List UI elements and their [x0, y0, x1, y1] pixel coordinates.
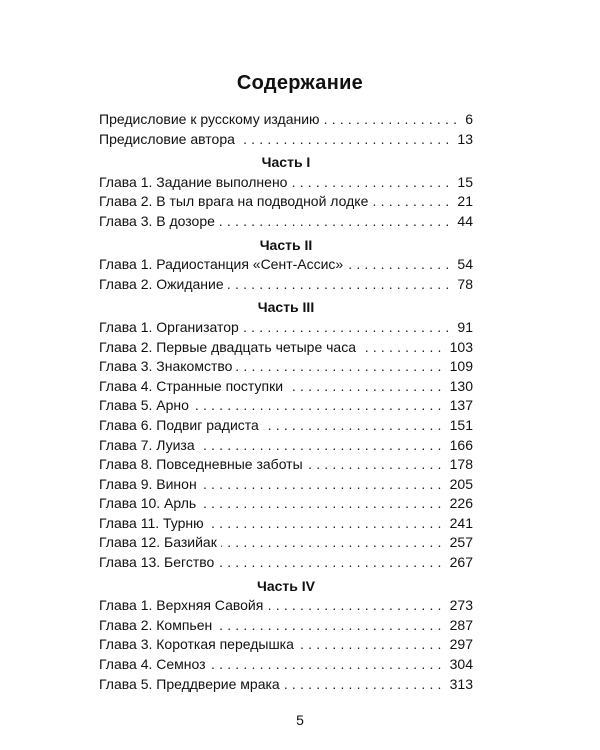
- toc-entry: [99, 494, 473, 514]
- dot-leader: [243, 318, 454, 338]
- toc-entry-page: 109: [449, 358, 473, 375]
- dot-leader: [200, 494, 445, 514]
- toc-entry: [99, 635, 473, 655]
- page-number: 5: [296, 712, 304, 728]
- toc-entry-label: Глава 7. Луиза: [99, 436, 195, 453]
- toc-entry-page: 166: [449, 436, 473, 453]
- toc-entry: [99, 357, 473, 377]
- toc-entry-label: Глава 13. Бегство: [99, 554, 215, 571]
- toc-entry-page: 287: [449, 616, 473, 633]
- dot-leader: [298, 635, 446, 655]
- toc-entry-page: 6: [465, 111, 473, 127]
- toc-entry: [99, 675, 473, 695]
- dot-leader: [201, 475, 446, 495]
- toc-entry-label: Глава 5. Арно: [99, 397, 189, 414]
- toc-entry-label: Глава 1. Верхняя Савойя: [99, 597, 264, 614]
- dot-leader: [324, 110, 462, 130]
- part-heading: Часть IV: [257, 577, 315, 594]
- toc-entry-page: 297: [449, 636, 473, 653]
- toc-entry-page: 205: [449, 475, 473, 492]
- dot-leader: [236, 357, 445, 377]
- toc-entry: [99, 318, 473, 338]
- toc-entry-label: Глава 3. Знакомство: [99, 358, 233, 375]
- toc-entry-page: 21: [457, 193, 473, 210]
- toc-entry-page: 178: [449, 456, 473, 473]
- dot-leader: [221, 533, 446, 553]
- toc-entry-page: 13: [457, 130, 473, 147]
- toc-entry: [99, 338, 473, 358]
- toc-entry-label: Предисловие к русскому изданию: [99, 111, 320, 127]
- toc-entry-page: 15: [457, 173, 473, 190]
- toc-entry: [99, 514, 473, 534]
- toc-entry-page: 44: [457, 212, 473, 229]
- dot-leader: [267, 596, 445, 616]
- page-title: Содержание: [236, 72, 364, 94]
- toc-entry: [99, 475, 473, 495]
- dot-leader: [347, 255, 453, 275]
- toc-entry-label: Глава 2. Первые двадцать четыре часа: [99, 338, 356, 355]
- dot-leader: [210, 655, 446, 675]
- toc-entry: [99, 192, 473, 212]
- dot-leader: [263, 416, 446, 436]
- toc-entry-page: 313: [449, 675, 473, 692]
- toc-entry-label: Глава 8. Повседневные заботы: [99, 456, 303, 473]
- toc-entry-page: 267: [449, 554, 473, 571]
- toc-entry: [99, 255, 473, 275]
- toc-entry-page: 78: [457, 275, 473, 292]
- toc-entry-label: Глава 1. Задание выполнено: [99, 173, 288, 190]
- dot-leader: [360, 338, 446, 358]
- toc-entry-page: 241: [449, 514, 473, 531]
- toc-entry-label: Глава 4. Семноз: [99, 656, 206, 673]
- toc-entry-label: Глава 9. Винон: [99, 475, 197, 492]
- toc-entry-label: Глава 12. Базийак: [99, 534, 217, 551]
- toc-entry-page: 273: [449, 597, 473, 614]
- dot-leader: [291, 173, 453, 193]
- toc-entry-page: 130: [449, 377, 473, 394]
- toc-entry-label: Глава 10. Арль: [99, 495, 197, 512]
- toc-entry-label: Глава 1. Организатор: [99, 318, 239, 335]
- toc-entry-label: Глава 11. Турню: [99, 514, 204, 531]
- toc-entry-label: Глава 4. Странные поступки: [99, 377, 284, 394]
- dot-leader: [287, 377, 446, 397]
- dot-leader: [239, 130, 454, 150]
- dot-leader: [218, 553, 445, 573]
- dot-leader: [216, 616, 445, 636]
- toc-entry-label: Глава 6. Подвиг радиста: [99, 416, 259, 433]
- toc-entry: [99, 275, 473, 295]
- toc-entry-page: 151: [449, 416, 473, 433]
- part-heading: Часть II: [259, 236, 313, 253]
- toc-entry-page: 91: [457, 318, 473, 335]
- toc-entry: [99, 416, 473, 436]
- dot-leader: [372, 192, 453, 212]
- dot-leader: [284, 675, 446, 695]
- part-heading: Часть III: [257, 299, 315, 316]
- toc-entry-label: Предисловие автора: [99, 130, 235, 147]
- toc-entry: [99, 533, 473, 553]
- toc-entry: [99, 616, 473, 636]
- dot-leader: [208, 514, 446, 534]
- toc-entry-label: Глава 3. Короткая передышка: [99, 636, 294, 653]
- toc-entry: [99, 173, 473, 193]
- toc-entry-page: 103: [449, 338, 473, 355]
- toc-entry: [99, 596, 473, 616]
- dot-leader: [199, 436, 446, 456]
- toc-entry: [99, 377, 473, 397]
- toc-entry-label: Глава 2. Ожидание: [99, 275, 224, 292]
- dot-leader: [307, 455, 446, 475]
- toc-entry: [99, 396, 473, 416]
- toc-entry: [99, 455, 473, 475]
- toc-entry-label: Глава 1. Радиостанция «Сент-Ассис»: [99, 256, 344, 273]
- toc-entry-label: Глава 2. В тыл врага на подводной лодке: [99, 193, 369, 210]
- toc-entry-page: 137: [449, 397, 473, 414]
- dot-leader: [228, 275, 454, 295]
- toc-entry: [99, 436, 473, 456]
- toc-entry: [99, 655, 473, 675]
- toc-entry-page: 54: [457, 256, 473, 273]
- toc-entry: [99, 212, 473, 232]
- table-of-contents: [99, 110, 473, 694]
- toc-entry-page: 226: [449, 495, 473, 512]
- toc-entry-page: 304: [449, 656, 473, 673]
- toc-entry: [99, 553, 473, 573]
- toc-entry-label: Глава 2. Компьен: [99, 616, 213, 633]
- dot-leader: [193, 396, 446, 416]
- toc-entry-page: 257: [449, 534, 473, 551]
- toc-entry: [99, 110, 473, 130]
- dot-leader: [219, 212, 454, 232]
- toc-entry: [99, 130, 473, 150]
- toc-entry-label: Глава 5. Преддверие мрака: [99, 675, 280, 692]
- toc-entry-label: Глава 3. В дозоре: [99, 212, 215, 229]
- part-heading: Часть I: [261, 154, 311, 171]
